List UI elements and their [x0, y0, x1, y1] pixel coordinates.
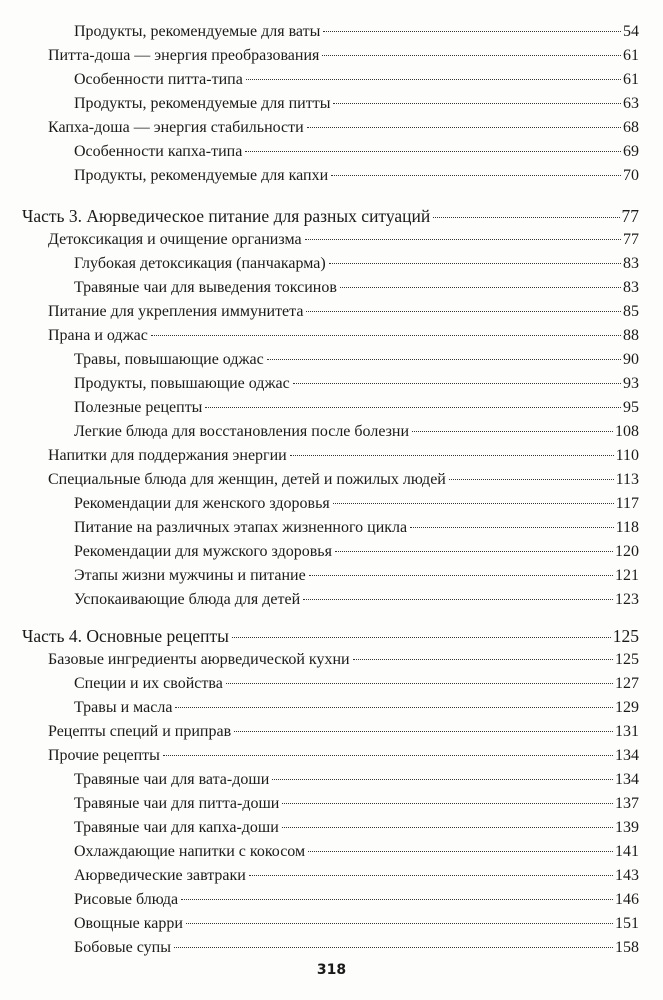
- toc-entry-page: 121: [615, 567, 639, 584]
- toc-subsection: [74, 565, 639, 587]
- dot-leader: [232, 637, 611, 638]
- toc-entry-title: Травяные чаи для вата-доши: [74, 771, 270, 788]
- dot-leader: [449, 479, 614, 480]
- toc-entry-title: Травяные чаи для капха-доши: [74, 819, 279, 836]
- toc-entry-title: Успокаивающие блюда для детей: [74, 591, 301, 608]
- toc-subsection: [74, 589, 639, 611]
- toc-entry-page: 137: [615, 795, 639, 812]
- dot-leader: [151, 335, 621, 336]
- toc-entry-page: 127: [615, 675, 639, 692]
- toc-entry-page: 151: [615, 915, 639, 932]
- toc-subsection: [74, 493, 639, 515]
- toc-subsection: [74, 841, 639, 863]
- toc-entry-title: Детоксикация и очищение организма: [48, 231, 302, 248]
- toc-entry-page: 54: [623, 23, 639, 40]
- dot-leader: [245, 151, 621, 152]
- toc-entry-page: 117: [615, 495, 639, 512]
- toc-entry-page: 125: [615, 651, 639, 668]
- toc-entry-page: 93: [623, 375, 639, 392]
- toc-entry-page: 123: [615, 591, 639, 608]
- dot-leader: [186, 923, 613, 924]
- dot-leader: [309, 575, 613, 576]
- toc-entry-title: Полезные рецепты: [74, 399, 203, 416]
- toc-entry-title: Этапы жизни мужчины и питание: [74, 567, 306, 584]
- dot-leader: [353, 659, 613, 660]
- dot-leader: [175, 707, 613, 708]
- toc-subsection: [74, 865, 639, 887]
- toc-entry-title: Легкие блюда для восстановления после болезни: [74, 423, 410, 440]
- toc-entry-title: Прана и оджас: [48, 327, 148, 344]
- toc-section: [48, 721, 639, 743]
- dot-leader: [306, 311, 621, 312]
- toc-entry-title: Травяные чаи для питта-доши: [74, 795, 280, 812]
- toc-entry-title: Особенности питта-типа: [74, 71, 243, 88]
- toc-entry-page: 63: [623, 95, 639, 112]
- toc-entry-page: 77: [623, 231, 639, 248]
- dot-leader: [331, 175, 621, 176]
- toc-subsection: [74, 21, 639, 43]
- dot-leader: [412, 431, 613, 432]
- dot-leader: [282, 827, 613, 828]
- toc-subsection: [74, 769, 639, 791]
- toc-subsection: [74, 697, 639, 719]
- dot-leader: [333, 503, 614, 504]
- toc-subsection: [74, 397, 639, 419]
- toc-entry-title: Базовые ингредиенты аюрведической кухни: [48, 651, 350, 668]
- dot-leader: [290, 455, 614, 456]
- toc-entry-page: 129: [615, 699, 639, 716]
- toc-subsection: [74, 373, 639, 395]
- toc-entry-title: Часть 3. Аюрведическое питание для разных ситуаций: [22, 206, 431, 226]
- toc-section: [48, 301, 639, 323]
- toc-entry-page: 61: [623, 71, 639, 88]
- toc-entry-page: 70: [623, 167, 639, 184]
- dot-leader: [329, 263, 621, 264]
- toc-entry-page: 141: [615, 843, 639, 860]
- toc-entry-title: Травы, повышающие оджас: [74, 351, 264, 368]
- toc-entry-title: Рекомендации для мужского здоровья: [74, 543, 332, 560]
- toc-entry-page: 83: [623, 279, 639, 296]
- toc-subsection: [74, 817, 639, 839]
- toc-subsection: [74, 253, 639, 275]
- toc-part-heading: [22, 205, 639, 227]
- dot-leader: [322, 55, 621, 56]
- dot-leader: [323, 31, 621, 32]
- toc-section: [48, 117, 639, 139]
- dot-leader: [174, 947, 613, 948]
- toc-entry-page: 139: [615, 819, 639, 836]
- toc-entry-title: Часть 4. Основные рецепты: [22, 626, 229, 646]
- toc-entry-page: 95: [623, 399, 639, 416]
- toc-subsection: [74, 349, 639, 371]
- toc-entry-title: Рекомендации для женского здоровья: [74, 495, 330, 512]
- toc-entry-title: Рецепты специй и приправ: [48, 723, 232, 740]
- dot-leader: [205, 407, 621, 408]
- toc-subsection: [74, 793, 639, 815]
- toc-entry-page: 143: [615, 867, 639, 884]
- toc-entry-title: Рисовые блюда: [74, 891, 179, 908]
- toc-entry-title: Бобовые супы: [74, 939, 171, 956]
- toc-subsection: [74, 69, 639, 91]
- toc-entry-page: 83: [623, 255, 639, 272]
- toc-entry-page: 120: [615, 543, 639, 560]
- toc-entry-page: 158: [615, 939, 639, 956]
- page-number: 318: [316, 962, 347, 978]
- toc-entry-title: Капха-доша — энергия стабильности: [48, 119, 304, 136]
- dot-leader: [272, 779, 613, 780]
- dot-leader: [163, 755, 613, 756]
- toc-entry-page: 68: [623, 119, 639, 136]
- toc-entry-title: Питта-доша — энергия преобразования: [48, 47, 320, 64]
- toc-entry-page: 146: [615, 891, 639, 908]
- toc-subsection: [74, 937, 639, 959]
- dot-leader: [410, 527, 613, 528]
- toc-entry-page: 125: [612, 626, 639, 646]
- dot-leader: [335, 551, 613, 552]
- dot-leader: [267, 359, 621, 360]
- dot-leader: [305, 239, 621, 240]
- toc-subsection: [74, 165, 639, 187]
- toc-section: [48, 745, 639, 767]
- toc-entry-title: Прочие рецепты: [48, 747, 160, 764]
- toc-section: [48, 445, 639, 467]
- toc-entry-title: Травяные чаи для выведения токсинов: [74, 279, 337, 296]
- toc-entry-title: Овощные карри: [74, 915, 183, 932]
- toc-entry-page: 77: [621, 206, 639, 226]
- toc-subsection: [74, 673, 639, 695]
- toc-entry-title: Продукты, рекомендуемые для ваты: [74, 23, 321, 40]
- toc-subsection: [74, 913, 639, 935]
- toc-subsection: [74, 93, 639, 115]
- toc-subsection: [74, 541, 639, 563]
- toc-subsection: [74, 141, 639, 163]
- dot-leader: [303, 599, 613, 600]
- toc-entry-title: Продукты, рекомендуемые для питты: [74, 95, 331, 112]
- dot-leader: [246, 79, 621, 80]
- toc-entry-title: Напитки для поддержания энергии: [48, 447, 287, 464]
- toc-entry-page: 88: [623, 327, 639, 344]
- toc-entry-title: Питание на различных этапах жизненного цикла: [74, 519, 408, 536]
- toc-entry-title: Охлаждающие напитки с кокосом: [74, 843, 306, 860]
- toc-entry-title: Аюрведические завтраки: [74, 867, 246, 884]
- toc-section: [48, 229, 639, 251]
- toc-entry-page: 134: [615, 747, 639, 764]
- dot-leader: [293, 383, 621, 384]
- toc-entry-title: Специи и их свойства: [74, 675, 223, 692]
- dot-leader: [181, 899, 613, 900]
- dot-leader: [308, 851, 613, 852]
- toc-entry-title: Особенности капха-типа: [74, 143, 243, 160]
- toc-subsection: [74, 889, 639, 911]
- dot-leader: [340, 287, 621, 288]
- toc-entry-title: Питание для укрепления иммунитета: [48, 303, 304, 320]
- toc-entry-page: 69: [623, 143, 639, 160]
- toc-entry-page: 134: [615, 771, 639, 788]
- toc-section: [48, 649, 639, 671]
- toc-entry-title: Специальные блюда для женщин, детей и пожилых людей: [48, 471, 446, 488]
- toc-entry-page: 61: [623, 47, 639, 64]
- toc-section: [48, 45, 639, 67]
- dot-leader: [282, 803, 613, 804]
- dot-leader: [226, 683, 613, 684]
- toc-part-heading: [22, 625, 639, 647]
- toc-entry-page: 90: [623, 351, 639, 368]
- toc-entry-title: Продукты, рекомендуемые для капхи: [74, 167, 329, 184]
- toc-subsection: [74, 277, 639, 299]
- toc-subsection: [74, 421, 639, 443]
- dot-leader: [234, 731, 613, 732]
- dot-leader: [249, 875, 613, 876]
- toc-entry-page: 131: [615, 723, 639, 740]
- toc-entry-page: 108: [615, 423, 639, 440]
- toc-section: [48, 325, 639, 347]
- toc-entry-page: 85: [623, 303, 639, 320]
- toc-entry-title: Продукты, повышающие оджас: [74, 375, 290, 392]
- toc-entry-title: Травы и масла: [74, 699, 173, 716]
- dot-leader: [433, 217, 619, 218]
- dot-leader: [307, 127, 621, 128]
- toc-entry-page: 110: [615, 447, 639, 464]
- toc-section: [48, 469, 639, 491]
- toc-subsection: [74, 517, 639, 539]
- toc-entry-page: 118: [615, 519, 639, 536]
- toc-entry-title: Глубокая детоксикация (панчакарма): [74, 255, 326, 272]
- toc-entry-page: 113: [615, 471, 639, 488]
- dot-leader: [333, 103, 621, 104]
